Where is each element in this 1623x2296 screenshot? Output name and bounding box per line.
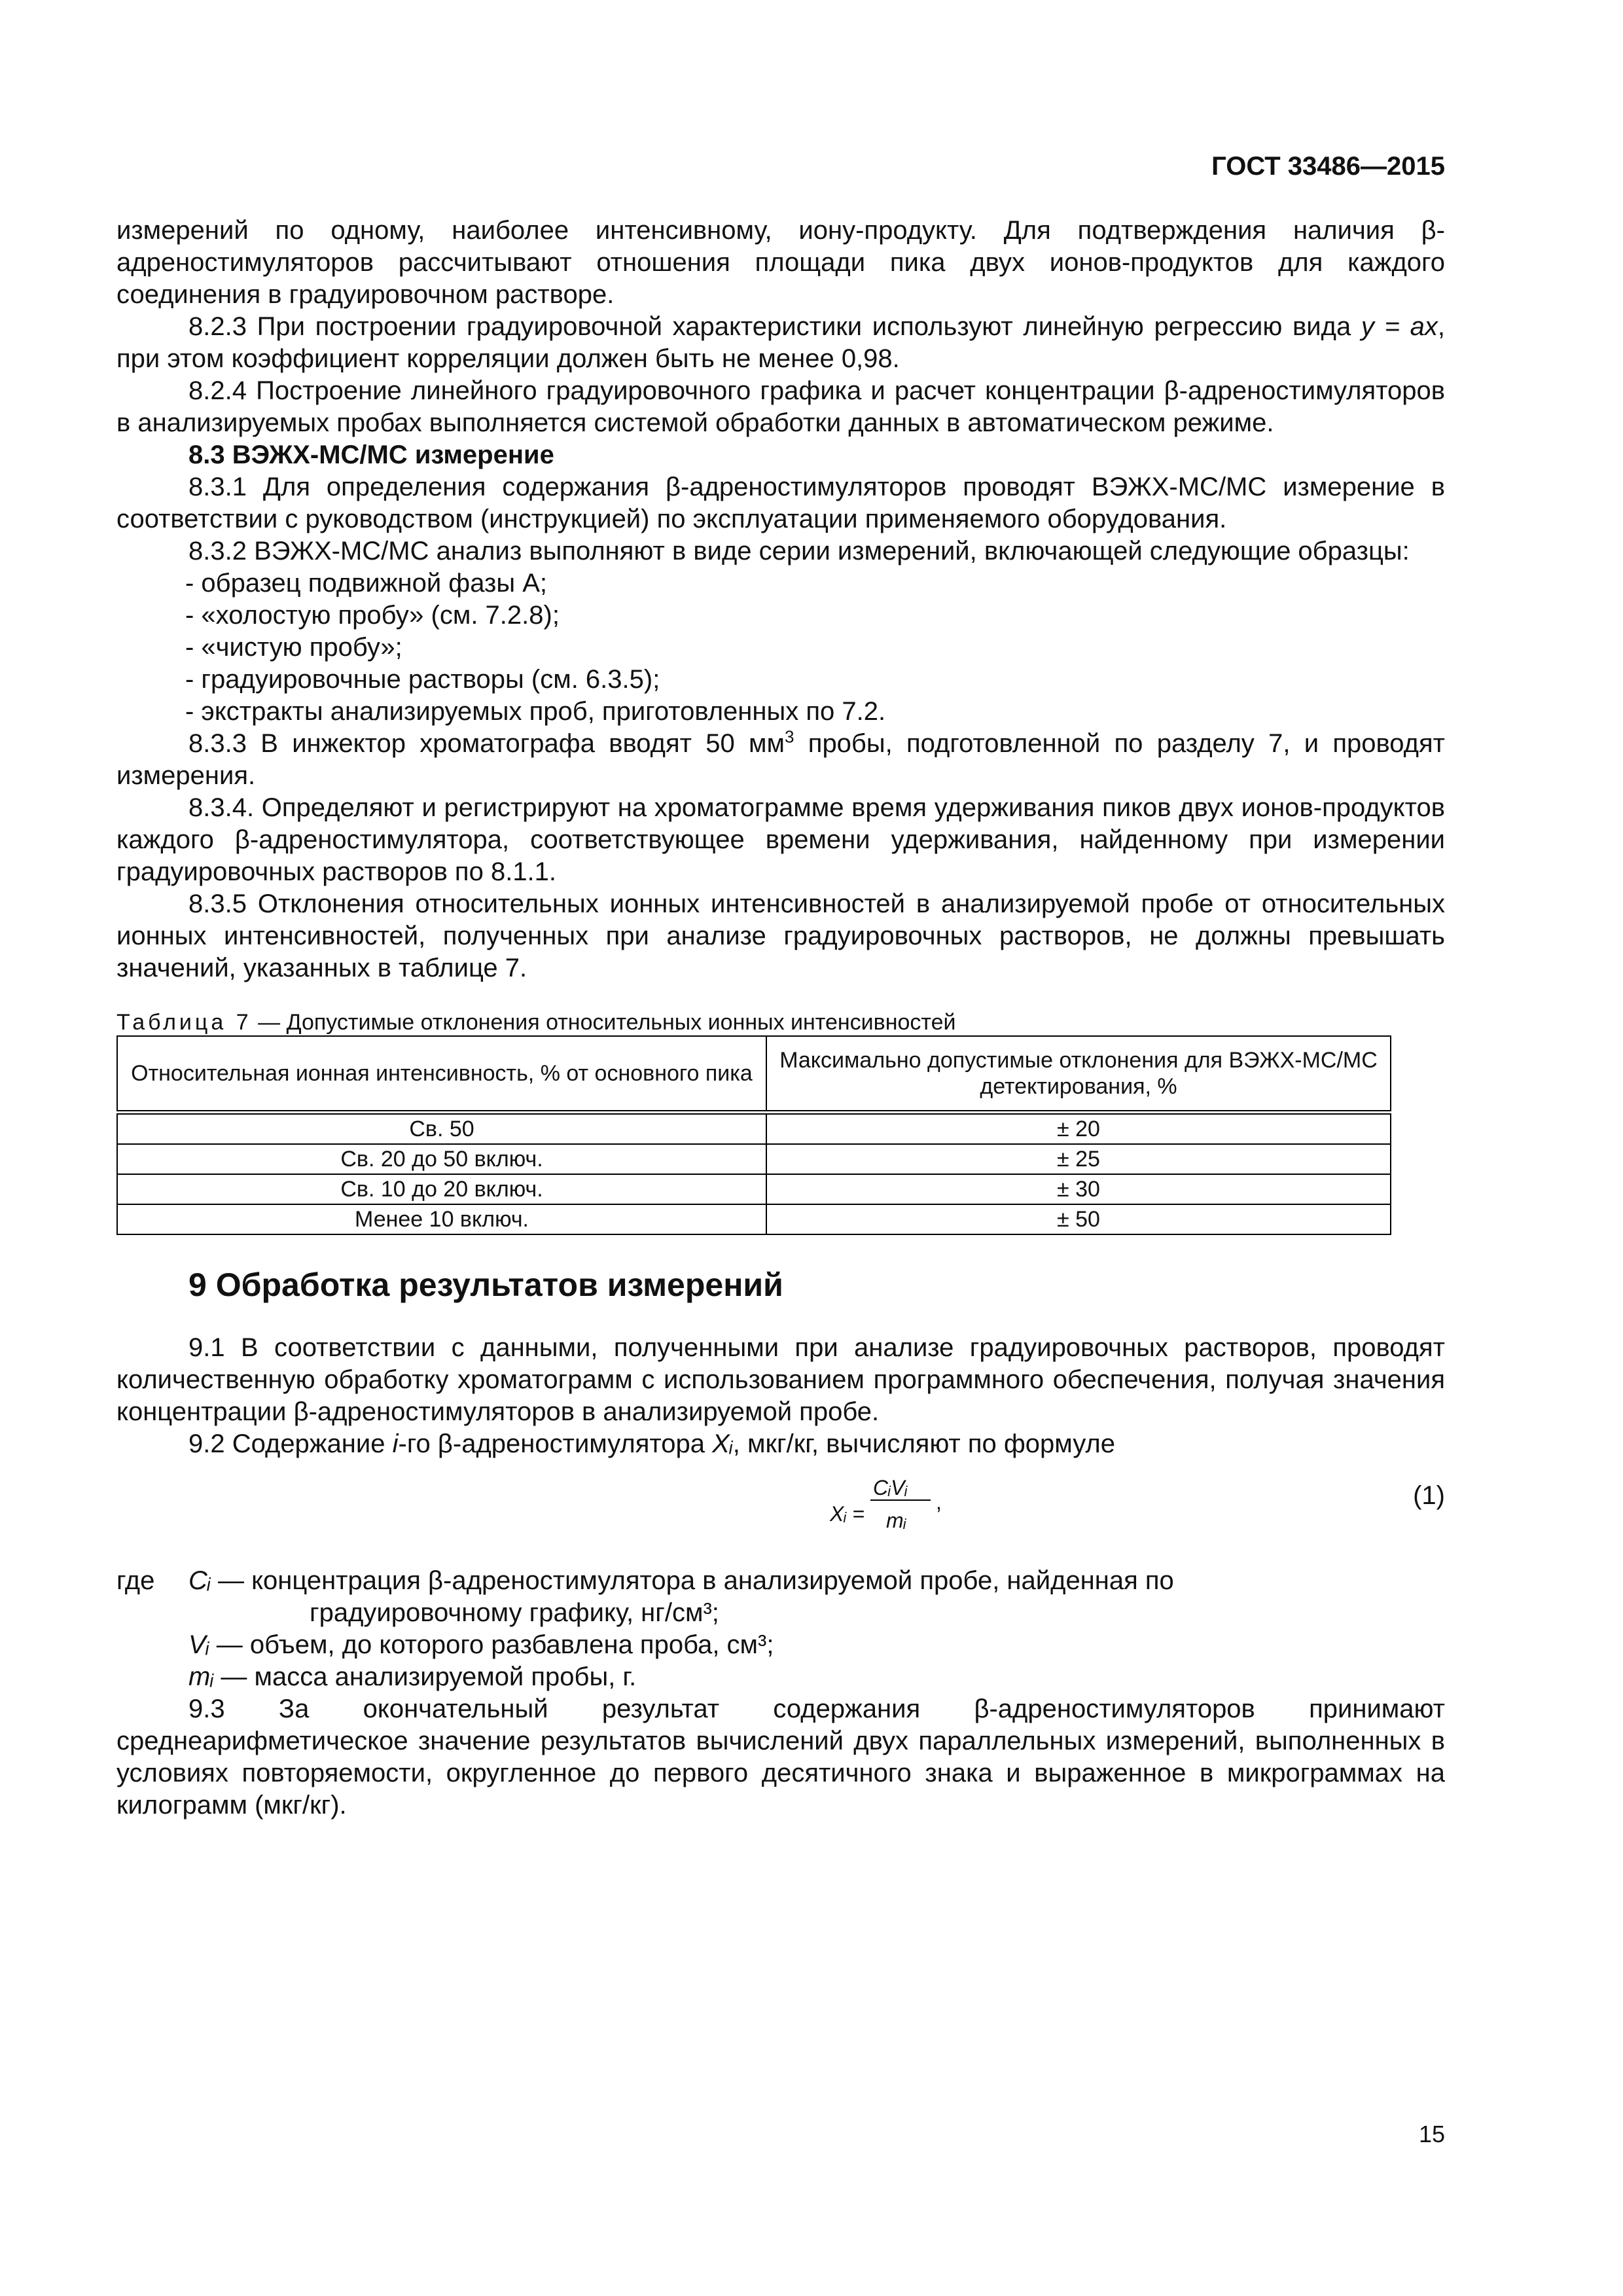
list-item: - образец подвижной фазы А; (185, 569, 548, 598)
definition-text: — концентрация β-адреностимулятора в анализируемой пробе, найденная по (210, 1566, 1174, 1595)
text-span: пробы, подготовленной по разделу 7, и проводят измерения. (116, 729, 1445, 790)
definition-symbol: Cᵢ (188, 1566, 211, 1595)
paragraph-8-3-2: 8.3.2 ВЭЖХ-МС/МС анализ выполняют в виде серии измерений, включающей следующие образцы: (188, 537, 1410, 565)
italic-symbol: Xᵢ (712, 1429, 733, 1458)
text-span: 8.3.3 В инжектор хроматографа вводят 50 мм (188, 729, 785, 758)
text-span: , при этом коэффициент корреляции должен быть не менее 0,98. (116, 312, 1445, 373)
table-row (117, 1204, 1391, 1234)
superscript: 3 (785, 726, 794, 747)
table-cell: Св. 50 (117, 1113, 766, 1145)
formula-definitions (116, 1565, 1445, 1693)
paragraph-8-3-4: 8.3.4. Определяют и регистрируют на хроматограмме время удерживания пиков двух ионов-продуктов каждого β-адреностимулятора, соответствующее времени удерживания, найденному при измерении градуировочных растворов по 8.1.1. (116, 793, 1445, 886)
subsection-heading-8-3: 8.3 ВЭЖХ-МС/МС измерение (188, 440, 554, 469)
list-item: - экстракты анализируемых проб, приготовленных по 7.2. (185, 697, 886, 726)
definition-symbol: mᵢ (188, 1662, 214, 1691)
table-cell: Св. 10 до 20 включ. (117, 1174, 766, 1204)
list-item: - градуировочные растворы (см. 6.3.5); (185, 665, 660, 694)
text-span: 8.2.3 При построении градуировочной характеристики используют линейную регрессию вида (188, 312, 1361, 341)
table-header-cell: Максимально допустимые отклонения для ВЭЖХ-МС/МС детектирования, % (766, 1036, 1391, 1113)
formula-comma: , (936, 1490, 942, 1514)
fraction-bar (870, 1499, 931, 1501)
list-item: - «чистую пробу»; (185, 633, 402, 662)
table-header-cell: Относительная ионная интенсивность, % от основного пика (117, 1036, 766, 1113)
italic-symbol: i (392, 1429, 399, 1458)
definition-text: — масса анализируемой пробы, г. (213, 1662, 637, 1691)
formula-denominator: mᵢ (886, 1509, 906, 1532)
paragraph-8-2-3 (116, 311, 1445, 375)
paragraph-9-2 (116, 1428, 1445, 1460)
paragraph-continuation: измерений по одному, наиболее интенсивному, иону-продукту. Для подтверждения наличия β-адреностимуляторов рассчитывают отношения площади пика двух ионов-продуктов для каждого соединения в градуировочном растворе. (116, 216, 1445, 309)
paragraph-8-3-1: 8.3.1 Для определения содержания β-адреностимуляторов проводят ВЭЖХ-МС/МС измерение в соответствии с руководством (инструкцией) по эксплуатации применяемого оборудования. (116, 473, 1445, 533)
table-row (117, 1144, 1391, 1174)
definition-item (188, 1629, 1445, 1661)
paragraph-8-3-3 (116, 728, 1445, 792)
definition-text: — объем, до которого разбавлена проба, см³; (209, 1630, 774, 1659)
table-cell: ± 20 (766, 1113, 1391, 1145)
table-cell: ± 30 (766, 1174, 1391, 1204)
formula-1 (116, 1460, 1445, 1565)
section-heading-9: 9 Обработка результатов измерений (188, 1266, 783, 1303)
list-item: - «холостую пробу» (см. 7.2.8); (185, 601, 560, 630)
text-span: 9.2 Содержание (188, 1429, 393, 1458)
table-caption-label: Таблица 7 (116, 1010, 252, 1035)
paragraph-9-1: 9.1 В соответствии с данными, полученными при анализе градуировочных растворов, проводят количественную обработку хроматограмм с использованием программного обеспечения, получая значения концентрации β-адреностимуляторов в анализируемой пробе. (116, 1333, 1445, 1426)
definition-item-continuation: градуировочному графику, нг/см³; (310, 1598, 719, 1627)
table-cell: ± 50 (766, 1204, 1391, 1234)
text-span: -го β-адреностимулятора (398, 1429, 713, 1458)
standard-header: ГОСТ 33486—2015 (1211, 152, 1445, 181)
definition-item (188, 1565, 1445, 1597)
table-cell: ± 25 (766, 1144, 1391, 1174)
formula-lhs: Xᵢ = (830, 1502, 865, 1526)
table-row (117, 1174, 1391, 1204)
equation-inline: y = ax (1361, 312, 1438, 341)
table-cell: Менее 10 включ. (117, 1204, 766, 1234)
table-cell: Св. 20 до 50 включ. (117, 1144, 766, 1174)
definition-symbol: Vᵢ (188, 1630, 209, 1659)
where-label: где (116, 1566, 155, 1595)
page-number: 15 (1418, 2121, 1445, 2147)
paragraph-8-2-4: 8.2.4 Построение линейного градуировочного графика и расчет концентрации β-адреностимуляторов в анализируемых пробах выполняется системой обработки данных в автоматическом режиме. (116, 376, 1445, 437)
definition-item (188, 1661, 1445, 1693)
formula-number: (1) (1413, 1481, 1445, 1510)
table-7 (116, 1035, 1391, 1235)
formula-numerator: CᵢVᵢ (873, 1476, 908, 1499)
table-caption (116, 1009, 1445, 1035)
paragraph-8-3-5: 8.3.5 Отклонения относительных ионных интенсивностей в анализируемой пробе от относительных ионных интенсивностей, полученных при анализе градуировочных растворов, не должны превышать значений, указанных в таблице 7. (116, 889, 1445, 982)
table-header-row (117, 1036, 1391, 1113)
text-span: , мкг/кг, вычисляют по формуле (732, 1429, 1115, 1458)
table-row (117, 1113, 1391, 1145)
document-body (116, 215, 1445, 1821)
table-caption-text: — Допустимые отклонения относительных ионных интенсивностей (251, 1010, 956, 1035)
paragraph-9-3: 9.3 За окончательный результат содержания β-адреностимуляторов принимают среднеарифметическое значение результатов вычислений двух параллельных измерений, выполненных в условиях повторяемости, округленное до первого десятичного знака и выраженное в микрограммах на килограмм (мкг/кг). (116, 1695, 1445, 1820)
